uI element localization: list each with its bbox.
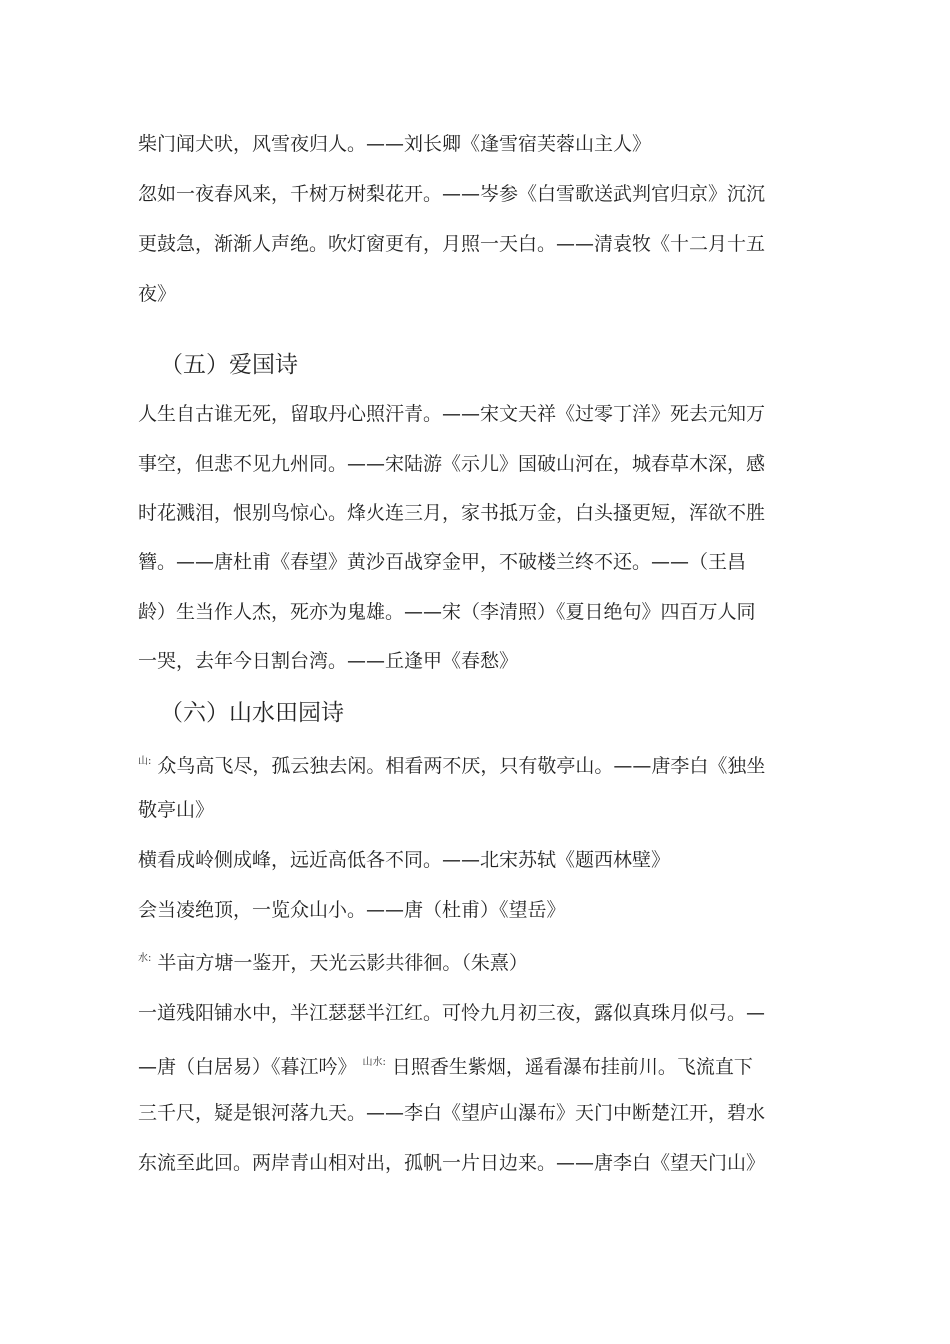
poem-line: 人生自古谁无死，留取丹心照汗青。——宋文天祥《过零丁洋》死去元知万: [138, 403, 766, 425]
poem-line: 时花溅泪，恨别鸟惊心。烽火连三月，家书抵万金，白头搔更短，浑欲不胜: [138, 502, 766, 524]
poem-line: 更鼓急，渐渐人声绝。吹灯窗更有，月照一天白。——清袁牧《十二月十五: [138, 233, 766, 255]
poem-line: 东流至此回。两岸青山相对出，孤帆一片日边来。——唐李白《望天门山》: [138, 1152, 766, 1174]
poem-line: 龄）生当作人杰，死亦为鬼雄。——宋（李清照）《夏日绝句》四百万人同: [138, 601, 756, 623]
poem-line: 柴门闻犬吠，风雪夜归人。——刘长卿《逢雪宿芙蓉山主人》: [138, 133, 652, 155]
section-heading-patriotic: （五）爱国诗: [160, 352, 298, 378]
mountain-tag: 山:: [138, 756, 152, 767]
mountain-water-tag: 山水:: [362, 1057, 386, 1068]
poem-line: [138, 749, 818, 779]
poem-line: [138, 946, 818, 976]
poem-line: 事空，但悲不见九州同。——宋陆游《示儿》国破山河在，城春草木深，感: [138, 453, 766, 475]
poem-text: 众鸟高飞尽，孤云独去闲。相看两不厌，只有敬亭山。——唐李白《独坐: [157, 755, 766, 777]
poem-text: 半亩方塘一鉴开，天光云影共徘徊。（朱熹）: [157, 952, 528, 974]
poem-line: 敬亭山》: [138, 799, 215, 821]
poem-line: 一哭，去年今日割台湾。——丘逢甲《春愁》: [138, 650, 519, 672]
poem-line: 簪。——唐杜甫《春望》黄沙百战穿金甲，不破楼兰终不还。——（王昌: [138, 551, 747, 573]
poem-line: 三千尺，疑是银河落九天。——李白《望庐山瀑布》天门中断楚江开，碧水: [138, 1102, 766, 1124]
poem-line: 横看成岭侧成峰，远近高低各不同。——北宋苏轼《题西林壁》: [138, 849, 671, 871]
poem-text: 日照香生紫烟，遥看瀑布挂前川。飞流直下: [391, 1056, 753, 1078]
poem-text: —唐（白居易）《暮江吟》: [138, 1056, 357, 1078]
poem-line: 夜》: [138, 283, 177, 305]
section-heading-landscape: （六）山水田园诗: [160, 700, 344, 726]
poem-line: [138, 1050, 818, 1080]
water-tag: 水:: [138, 953, 152, 964]
poem-line: 一道残阳铺水中，半江瑟瑟半江红。可怜九月初三夜，露似真珠月似弓。—: [138, 1002, 766, 1024]
poem-line: 会当凌绝顶，一览众山小。——唐（杜甫）《望岳》: [138, 899, 566, 921]
poem-line: 忽如一夜春风来，千树万树梨花开。——岑参《白雪歌送武判官归京》沉沉: [138, 183, 766, 205]
